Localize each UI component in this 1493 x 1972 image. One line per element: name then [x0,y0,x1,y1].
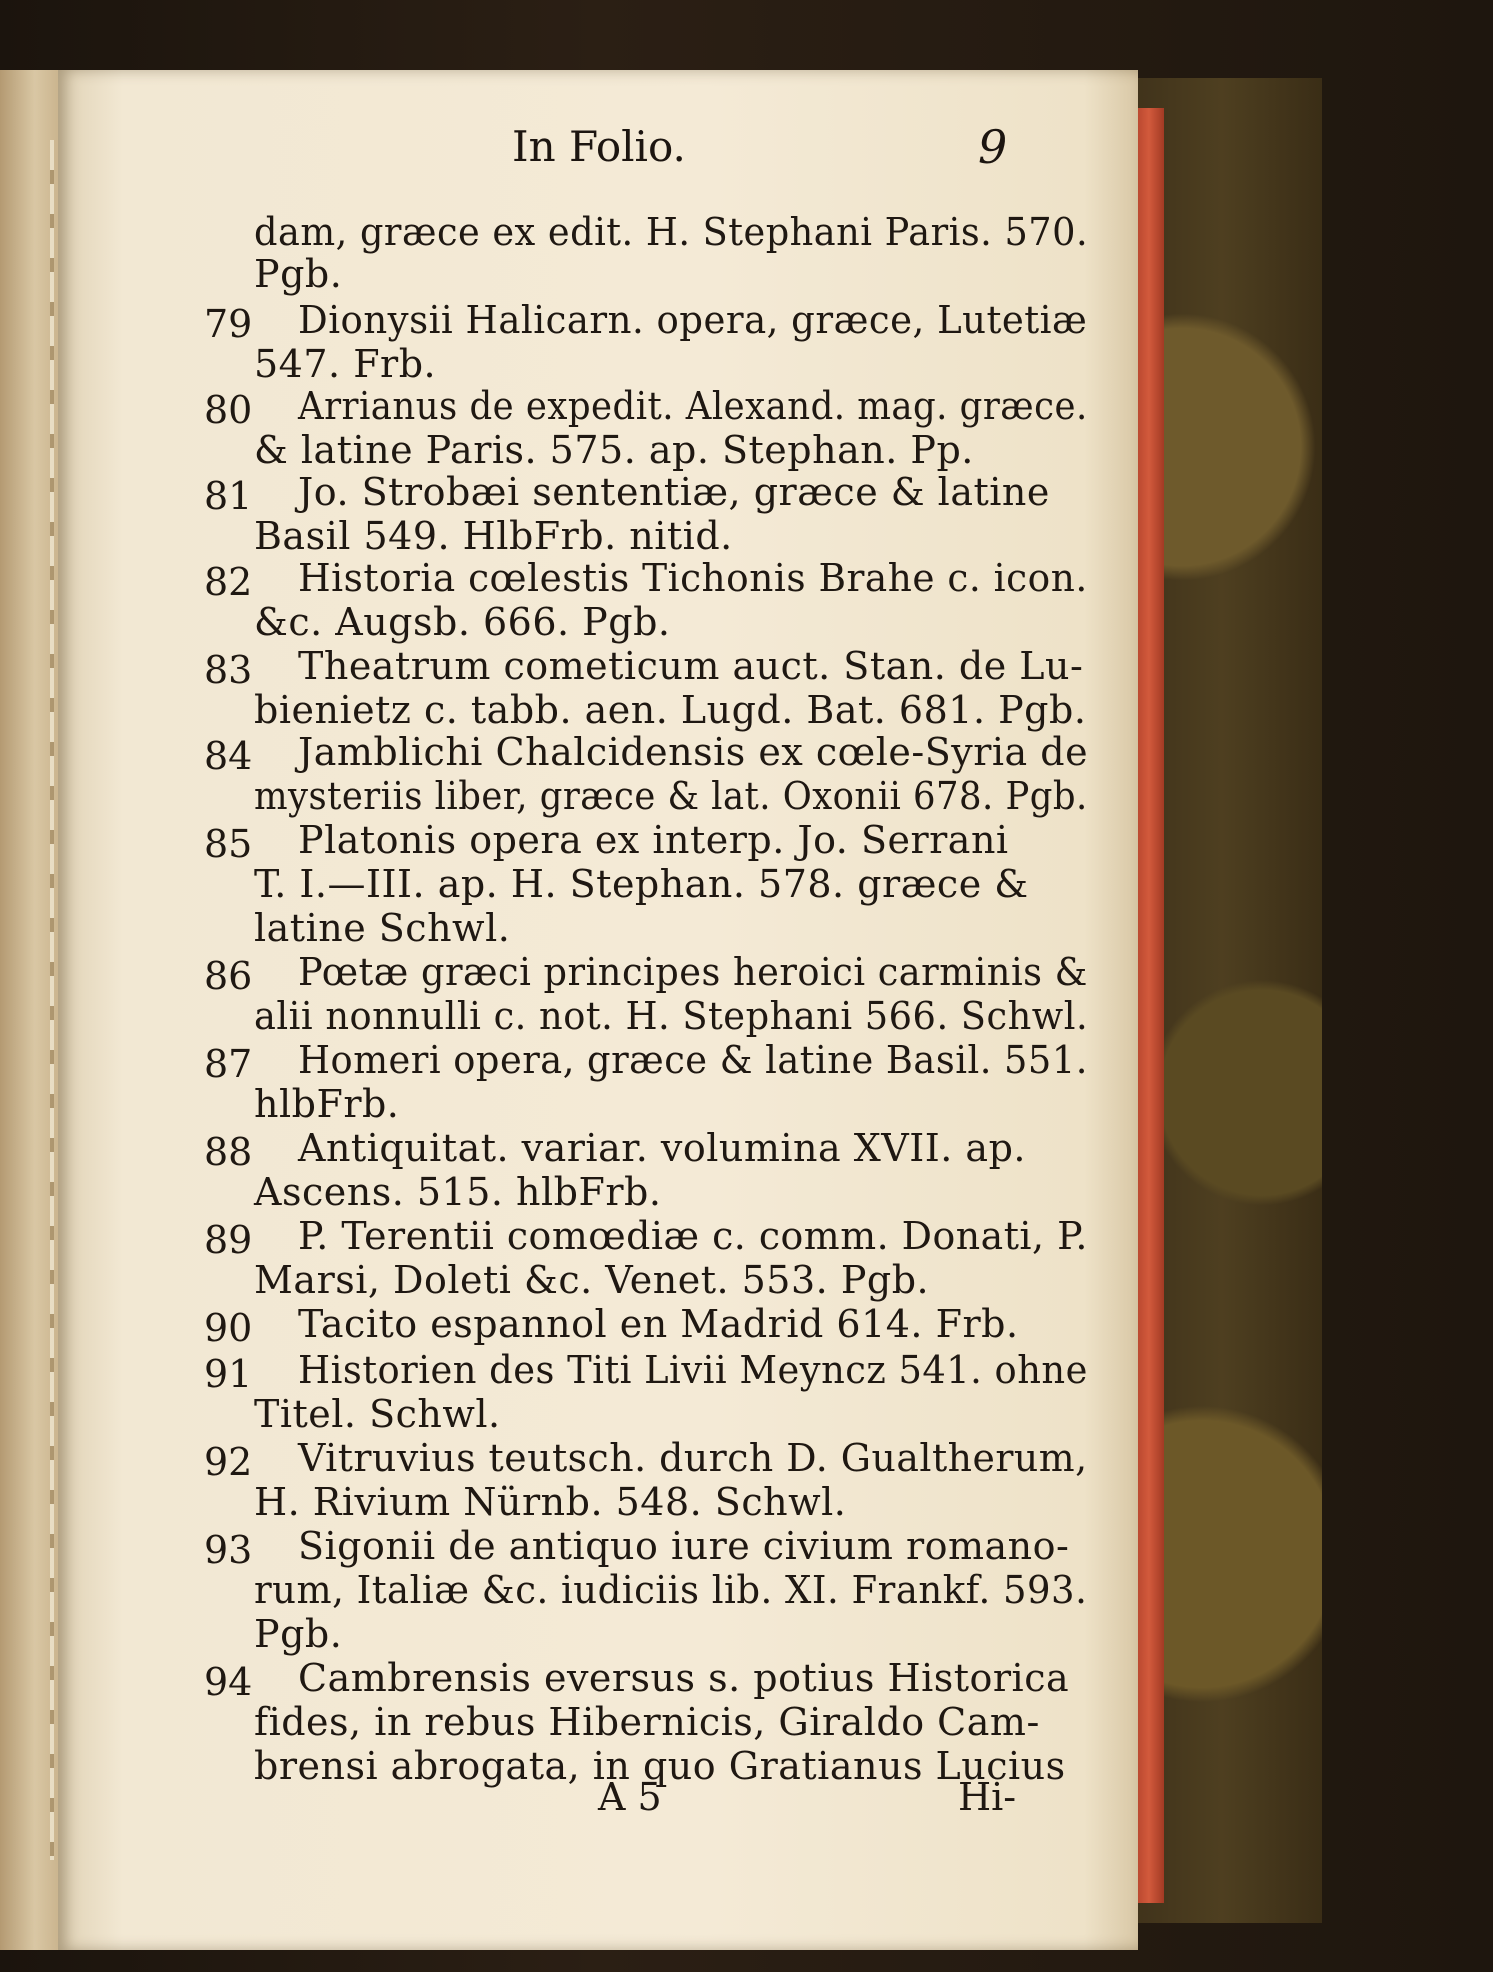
entry-line: dam, græce ex edit. H. Stephani Paris. 570. [254,210,1089,254]
entry-line: mysteriis liber, græce & lat. Oxonii 678. Pgb. [254,774,1088,818]
entry-line: latine Schwl. [254,906,511,950]
entry-number: 81 [204,474,253,518]
entry-number: 92 [204,1440,253,1484]
entry-line: Cambrensis eversus s. potius Historica [298,1656,1070,1700]
entry-line: Pgb. [254,252,343,296]
entry-line: Dionysii Halicarn. opera, græce, Lutetiæ [298,298,1088,342]
entry-line: Pœtæ græci principes heroici carminis & [298,950,1088,994]
page-number: 9 [978,120,1008,174]
entry-number: 87 [204,1042,253,1086]
entry-line: Historia cœlestis Tichonis Brahe c. icon. [298,556,1088,600]
page [58,70,1138,1950]
entry-number: 93 [204,1528,253,1572]
entry-number: 91 [204,1352,253,1396]
entry-line: Platonis opera ex interp. Jo. Serrani [298,818,1009,862]
entry-line: brensi abrogata, in quo Gratianus Lucius [254,1744,1066,1788]
entry-line: Tacito espannol en Madrid 614. Frb. [298,1302,1019,1346]
entry-number: 85 [204,822,253,866]
entry-line: Sigonii de antiquo iure civium romano- [298,1524,1070,1568]
entry-number: 82 [204,560,253,604]
entry-number: 79 [204,302,253,346]
entry-line: Ascens. 515. hlbFrb. [254,1170,662,1214]
entry-line: Jo. Strobæi sententiæ, græce & latine [298,470,1050,514]
entry-line: fides, in rebus Hibernicis, Giraldo Cam- [254,1700,1040,1744]
entry-line: 547. Frb. [254,342,437,386]
entry-line: hlbFrb. [254,1082,400,1126]
entry-line: rum, Italiæ &c. iudiciis lib. XI. Frankf. 593. [254,1568,1088,1612]
entry-line: T. I.—III. ap. H. Stephan. 578. græce & [254,862,1029,906]
entry-line: bienietz c. tabb. aen. Lugd. Bat. 681. Pgb. [254,688,1087,732]
entry-line: & latine Paris. 575. ap. Stephan. Pp. [254,428,974,472]
entry-line: Arrianus de expedit. Alexand. mag. græce. [298,384,1088,428]
entry-number: 88 [204,1130,253,1174]
entry-line: Pgb. [254,1612,343,1656]
entry-line: P. Terentii comœdiæ c. comm. Donati, P. [298,1214,1088,1258]
entry-line: Theatrum cometicum auct. Stan. de Lu- [298,644,1084,688]
entry-number: 89 [204,1218,253,1262]
entry-number: 84 [204,734,253,778]
entry-line: Homeri opera, græce & latine Basil. 551. [298,1038,1088,1082]
entry-line: Marsi, Doleti &c. Venet. 553. Pgb. [254,1258,930,1302]
running-title: In Folio. [512,122,686,171]
entry-line: alii nonnulli c. not. H. Stephani 566. Schwl. [254,994,1089,1038]
entry-line: &c. Augsb. 666. Pgb. [254,600,671,644]
signature-mark: A 5 [598,1775,662,1819]
entry-line: Jamblichi Chalcidensis ex cœle-Syria de [298,730,1089,774]
entry-line: Antiquitat. variar. volumina XVII. ap. [298,1126,1026,1170]
entry-number: 94 [204,1660,253,1704]
binding-thread [50,140,54,1860]
entry-line: Basil 549. HlbFrb. nitid. [254,514,733,558]
entry-line: H. Rivium Nürnb. 548. Schwl. [254,1480,847,1524]
entry-line: Historien des Titi Livii Meyncz 541. ohne [298,1348,1088,1392]
entry-number: 90 [204,1306,253,1350]
entry-number: 86 [204,954,253,998]
entry-line: Titel. Schwl. [254,1392,501,1436]
entry-number: 80 [204,388,253,432]
catchword: Hi- [958,1775,1017,1819]
entry-line: Vitruvius teutsch. durch D. Gualtherum, [298,1436,1088,1480]
entry-number: 83 [204,648,253,692]
